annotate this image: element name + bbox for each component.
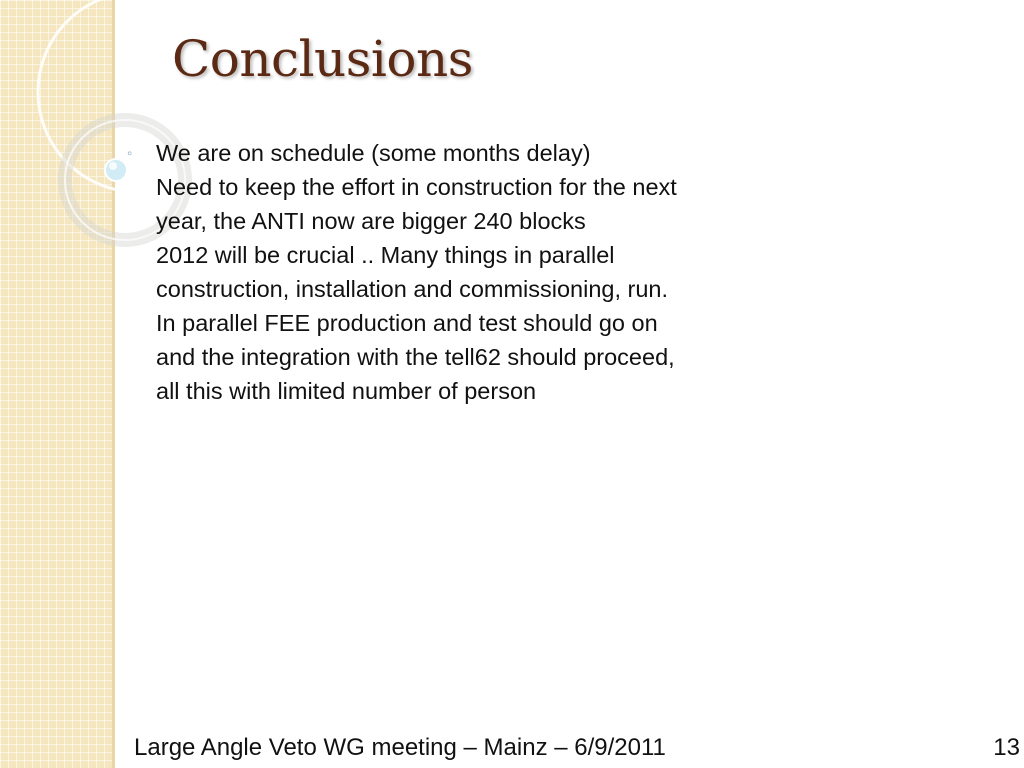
bullet-line: and the integration with the tell62 should proceed,: [156, 344, 675, 370]
slide-footer: Large Angle Veto WG meeting – Mainz – 6/9/2011: [134, 734, 666, 761]
bullet-line: all this with limited number of person: [156, 378, 537, 404]
bullet-line: 2012 will be crucial .. Many things in parallel: [156, 242, 615, 268]
slide-title: Conclusions: [172, 30, 473, 88]
bullet-line: year, the ANTI now are bigger 240 blocks: [156, 208, 586, 234]
page-number: 13: [993, 734, 1020, 761]
bullet-body: [156, 136, 816, 408]
open-circle-bullet-icon: ◦: [127, 145, 133, 162]
bullet-line: construction, installation and commissioning, run.: [156, 276, 669, 302]
bullet-line: We are on schedule (some months delay): [156, 140, 591, 166]
bullet-line: In parallel FEE production and test should go on: [156, 310, 658, 336]
bullet-line: Need to keep the effort in construction for the next: [156, 174, 677, 200]
